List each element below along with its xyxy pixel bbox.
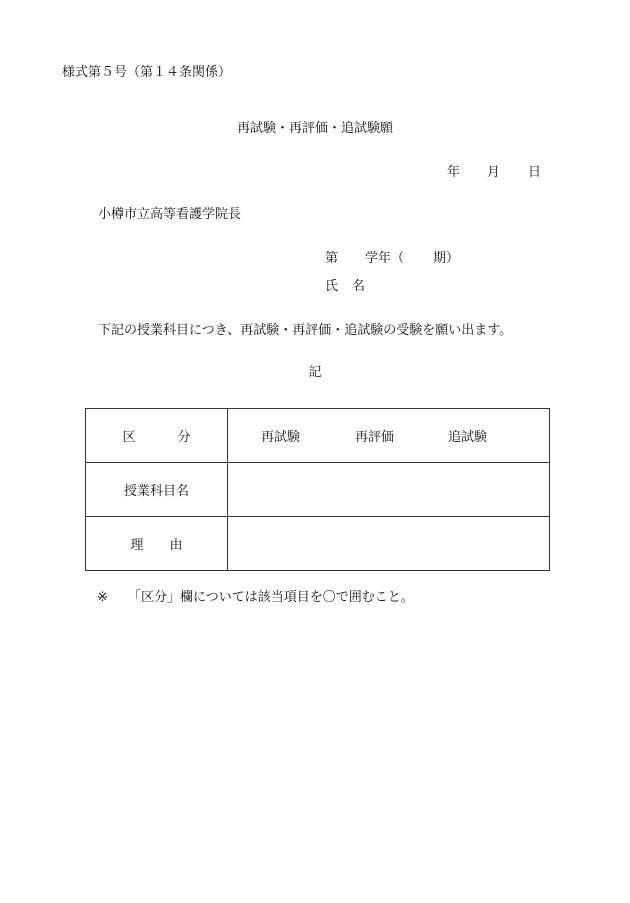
- form-number: 様式第５号（第１４条関係）: [62, 65, 232, 80]
- kubun-options-cell[interactable]: [228, 409, 550, 463]
- grade-suffix: 学年（: [365, 251, 405, 266]
- option-makeup-exam[interactable]: 追試験: [448, 430, 488, 445]
- note-text: 「区分」欄については該当項目を〇で囲むこと。: [128, 590, 414, 605]
- table-row-kubun: [86, 409, 550, 463]
- subject-input-cell[interactable]: [228, 463, 550, 517]
- addressee: 小樽市立高等看護学院長: [98, 207, 242, 222]
- option-reevaluation[interactable]: 再評価: [355, 430, 395, 445]
- note-mark: ※: [97, 590, 108, 605]
- table-row-subject: [86, 463, 550, 517]
- ki-heading: 記: [308, 365, 322, 380]
- subject-label: 授業科目名: [123, 484, 189, 499]
- option-resit[interactable]: 再試験: [261, 430, 301, 445]
- reason-input-cell[interactable]: [228, 517, 550, 571]
- grade-prefix: 第: [325, 251, 339, 266]
- date-year-label: 年: [447, 165, 461, 180]
- date-month-label: 月: [487, 165, 501, 180]
- term-label: 期: [433, 251, 447, 266]
- name-label-shi: 氏: [325, 279, 339, 294]
- close-paren: ）: [446, 251, 460, 266]
- kubun-label-1: 区: [122, 430, 136, 445]
- kubun-options: [228, 426, 549, 445]
- request-body-text: 下記の授業科目につき、再試験・再評価・追試験の受験を願い出ます。: [98, 323, 513, 338]
- table-row-reason: [86, 517, 550, 571]
- reason-label-2: 由: [169, 538, 183, 553]
- kubun-label-cell: [86, 409, 228, 463]
- document-title: 再試験・再評価・追試験願: [236, 121, 393, 136]
- name-label-mei: 名: [352, 279, 366, 294]
- application-table: [85, 408, 550, 571]
- kubun-label-2: 分: [177, 430, 191, 445]
- date-day-label: 日: [528, 165, 542, 180]
- reason-label-cell: [86, 517, 228, 571]
- reason-label-1: 理: [130, 538, 144, 553]
- subject-label-cell: [86, 463, 228, 517]
